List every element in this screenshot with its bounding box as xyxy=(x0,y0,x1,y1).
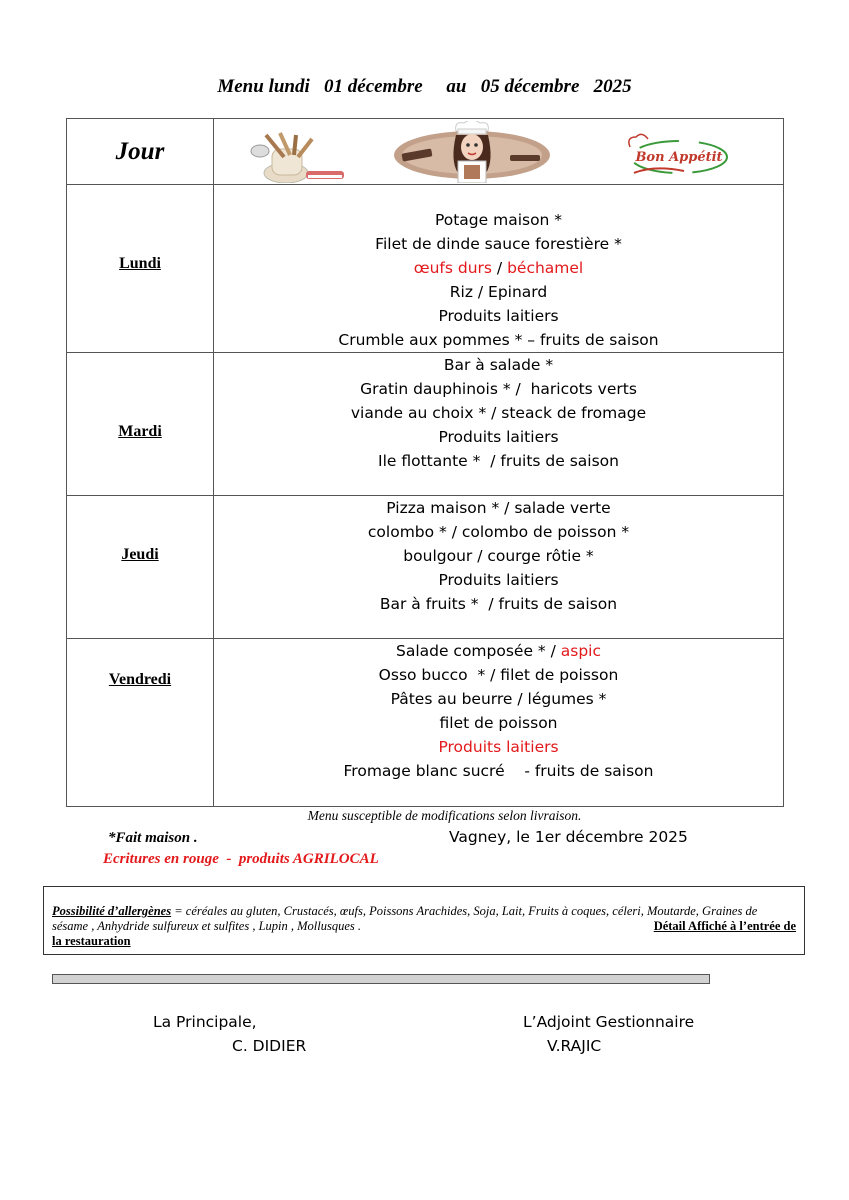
dish-line xyxy=(214,401,783,425)
dish-line xyxy=(214,639,783,663)
dish-text: Bar à salade * xyxy=(443,356,554,374)
dish-line xyxy=(214,663,783,687)
dish-line xyxy=(214,425,783,449)
divider-bar xyxy=(52,974,710,984)
allergens-detail-cont: la restauration xyxy=(52,934,131,948)
dish-text: Pizza maison * / salade verte xyxy=(386,499,611,517)
dishes-cell xyxy=(214,496,784,639)
dish-text: colombo * / colombo de poisson * xyxy=(367,523,630,541)
dish-text: viande au choix * / steack de fromage xyxy=(350,404,647,422)
agrilocal-dish-text: aspic xyxy=(560,642,602,660)
dishes-cell xyxy=(214,639,784,807)
day-row xyxy=(67,353,784,496)
dish-text: Potage maison * xyxy=(434,211,563,229)
modification-note: Menu susceptible de modifications selon livraison. xyxy=(307,808,582,823)
header-images xyxy=(214,119,784,185)
day-cell xyxy=(67,185,214,353)
dish-text: Ile flottante * / fruits de saison xyxy=(378,452,619,470)
bon-appetit-logo xyxy=(624,129,734,179)
allergens-text: = céréales au gluten, Crustacés, œufs, Poissons Arachides, Soja, Lait, Fruits à coques, céleri, Moutarde, Graines de sésame , Anhydride sulfureux et sulfites , Lupin , Mollusques . xyxy=(52,904,758,933)
page-title: Menu lundi 01 décembre au 05 décembre 2025 xyxy=(217,76,632,97)
dish-line xyxy=(214,353,783,377)
day-row xyxy=(67,185,784,353)
header-row xyxy=(67,119,784,185)
adjoint-title: L’Adjoint Gestionnaire xyxy=(523,1013,695,1031)
dish-line xyxy=(214,496,783,520)
place-date: Vagney, le 1er décembre 2025 xyxy=(449,828,688,846)
dish-line xyxy=(214,256,783,280)
dish-line xyxy=(214,592,783,616)
dish-line xyxy=(214,759,783,783)
dish-text: Produits laitiers xyxy=(438,428,559,446)
dish-line xyxy=(214,328,783,352)
dish-line xyxy=(214,449,783,473)
dish-line xyxy=(214,232,783,256)
dish-line xyxy=(214,280,783,304)
day-row xyxy=(67,639,784,807)
agrilocal-dish-text: Produits laitiers xyxy=(438,738,559,756)
dish-text: Salade composée * / xyxy=(395,642,561,660)
dish-line xyxy=(214,304,783,328)
dish-line xyxy=(214,208,783,232)
dish-text: Produits laitiers xyxy=(438,571,559,589)
day-cell xyxy=(67,639,214,807)
dish-text: Bar à fruits * / fruits de saison xyxy=(379,595,618,613)
allergens-detail: Détail Affiché à l’entrée de xyxy=(653,919,796,933)
dish-text: Gratin dauphinois * / haricots verts xyxy=(360,380,637,398)
dish-line xyxy=(214,735,783,759)
menu-table xyxy=(66,118,784,807)
allergens-label: Possibilité d’allergènes xyxy=(52,904,172,918)
dish-line xyxy=(214,377,783,401)
dish-line xyxy=(214,520,783,544)
principal-title: La Principale, xyxy=(153,1013,257,1031)
day-name: Vendredi xyxy=(108,671,172,688)
agrilocal-dish-text: œufs durs xyxy=(413,259,492,277)
dish-text: boulgour / courge rôtie * xyxy=(403,547,594,565)
fait-maison-legend: *Fait maison . xyxy=(108,830,198,846)
dish-line xyxy=(214,568,783,592)
day-cell xyxy=(67,496,214,639)
day-cell xyxy=(67,353,214,496)
dish-line xyxy=(214,711,783,735)
baking-utensils-image xyxy=(246,131,348,183)
day-name: Jeudi xyxy=(121,546,159,563)
adjoint-name: V.RAJIC xyxy=(547,1037,602,1055)
jour-header: Jour xyxy=(67,119,214,185)
chef-illustration-image xyxy=(392,121,552,183)
allergens-box xyxy=(43,886,805,955)
dish-text: / xyxy=(492,259,508,277)
day-name: Mardi xyxy=(118,423,162,440)
day-row xyxy=(67,496,784,639)
dish-line xyxy=(214,544,783,568)
dish-text: Fromage blanc sucré - fruits de saison xyxy=(343,762,654,780)
dish-text: Filet de dinde sauce forestière * xyxy=(375,235,622,253)
dish-text: Produits laitiers xyxy=(438,307,559,325)
dishes-cell xyxy=(214,353,784,496)
dish-text: Riz / Epinard xyxy=(449,283,548,301)
red-legend: Ecritures en rouge - produits AGRILOCAL xyxy=(103,851,379,867)
dish-text: Osso bucco * / filet de poisson xyxy=(378,666,619,684)
dish-line xyxy=(214,687,783,711)
dishes-cell xyxy=(214,185,784,353)
agrilocal-dish-text: béchamel xyxy=(507,259,584,277)
dish-text: Crumble aux pommes * – fruits de saison xyxy=(338,331,659,349)
day-name: Lundi xyxy=(119,255,161,272)
dish-text: Pâtes au beurre / légumes * xyxy=(390,690,607,708)
principal-name: C. DIDIER xyxy=(232,1037,307,1055)
bon-appetit-text: Bon Appétit xyxy=(635,150,723,165)
dish-text: filet de poisson xyxy=(439,714,558,732)
